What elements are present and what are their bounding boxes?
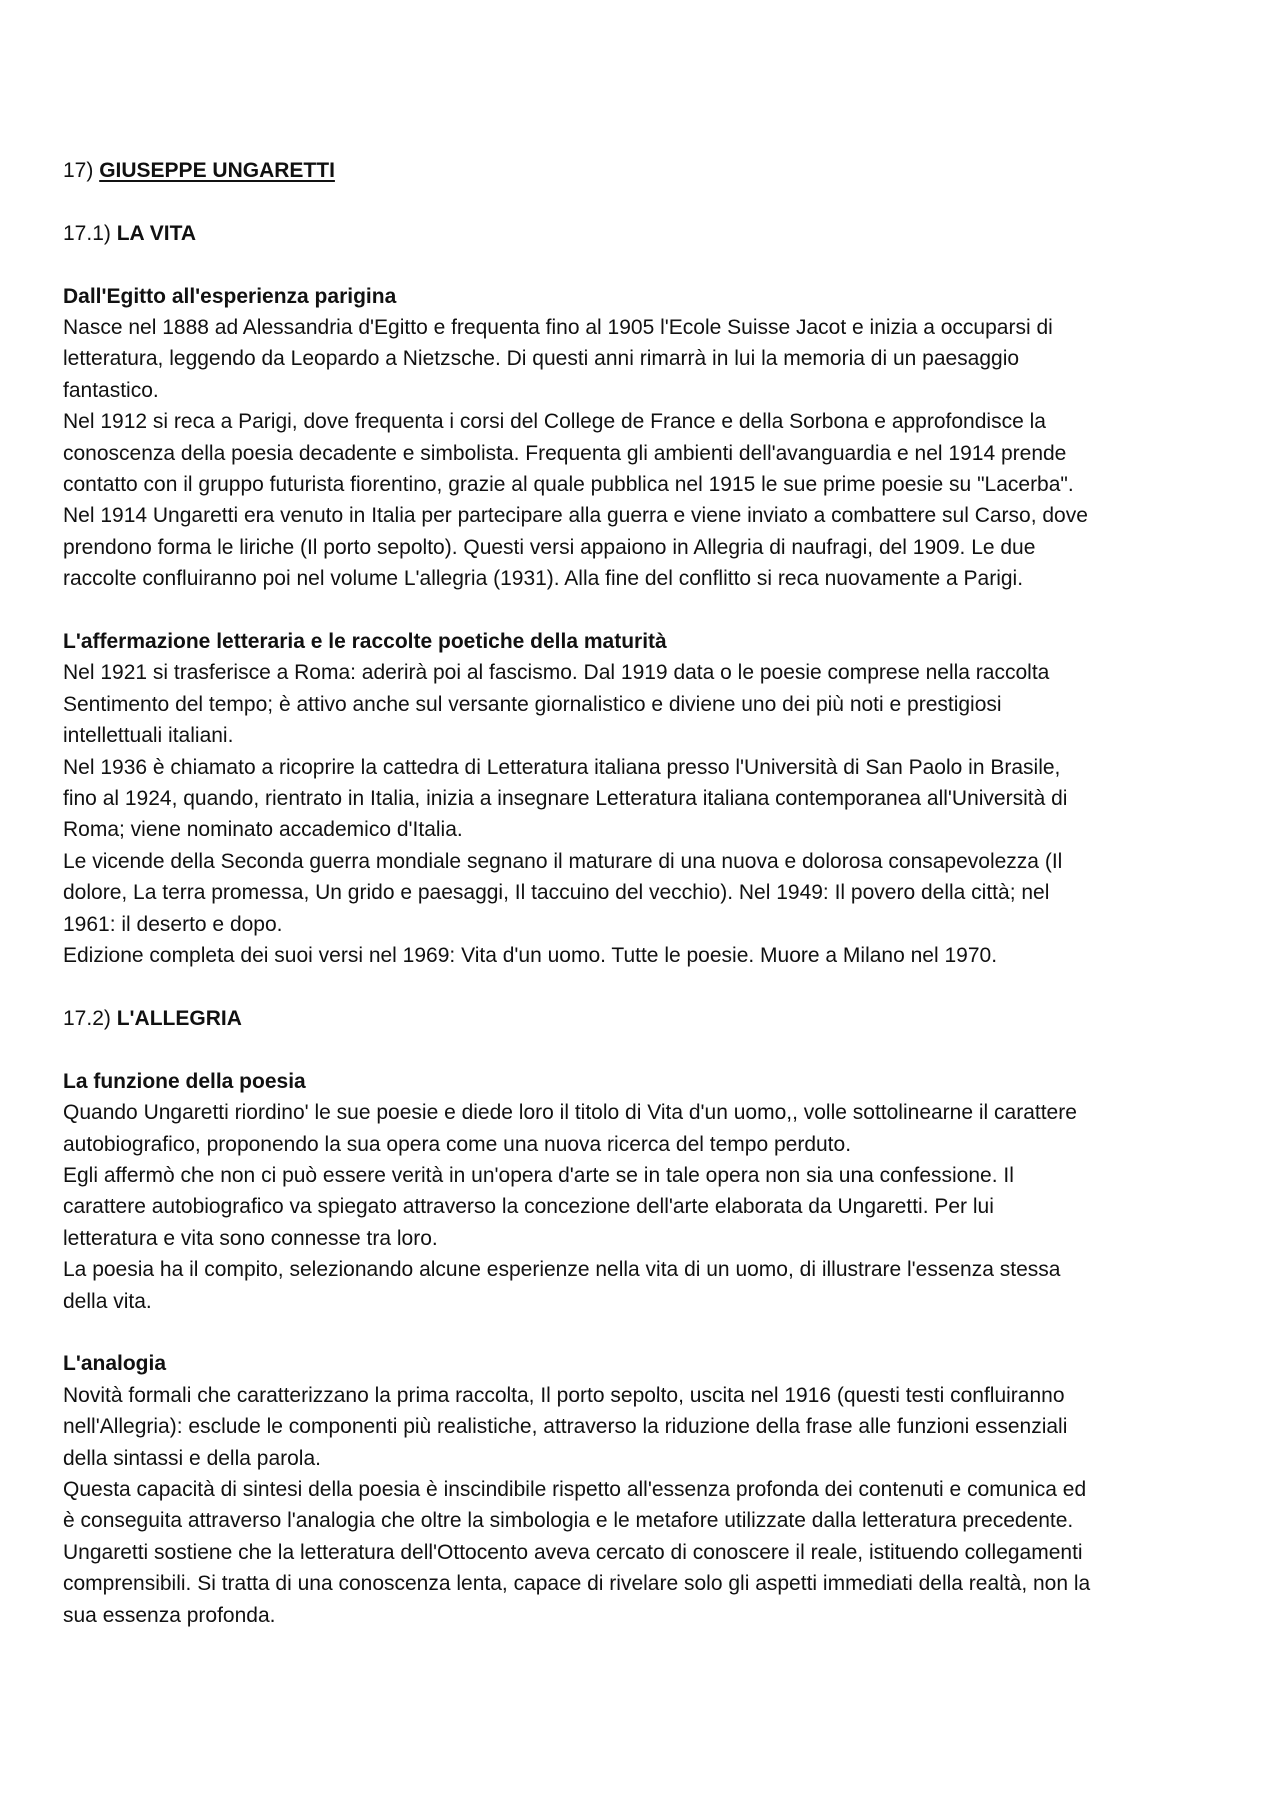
section-heading [63, 218, 1233, 249]
text-line: Roma; viene nominato accademico d'Italia. [63, 818, 463, 842]
paragraph [63, 752, 1233, 846]
paragraph [63, 406, 1233, 500]
text-line: Nel 1912 si reca a Parigi, dove frequenta i corsi del College de France e della Sorbona e approfondisce la [63, 410, 1046, 434]
text-line: letteratura e vita sono connesse tra loro. [63, 1226, 438, 1250]
text-line: 1961: il deserto e dopo. [63, 912, 283, 936]
text-line: fino al 1924, quando, rientrato in Italia, inizia a insegnare Letteratura italiana contemporanea all'Università di [63, 787, 1068, 811]
subsection-heading: L'analogia [63, 1352, 167, 1376]
paragraph [63, 1474, 1233, 1631]
text-line: nell'Allegria): esclude le componenti più realistiche, attraverso la riduzione della frase alle funzioni essenziali [63, 1415, 1068, 1439]
text-line: autobiografico, proponendo la sua opera come una nuova ricerca del tempo perduto. [63, 1132, 852, 1156]
chapter-title: GIUSEPPE UNGARETTI [99, 159, 335, 182]
paragraph [63, 1254, 1233, 1317]
spacer [63, 1034, 1233, 1065]
document-content [63, 186, 1233, 1631]
text-line: intellettuali italiani. [63, 724, 234, 748]
text-line: carattere autobiografico va spiegato attraverso la concezione dell'arte elaborata da Ungaretti. Per lui [63, 1195, 994, 1219]
paragraph [63, 1097, 1233, 1160]
text-line: letteratura, leggendo da Leopardo a Nietzsche. Di questi anni rimarrà in lui la memoria di un paesaggio [63, 347, 1020, 371]
subsection-heading: La funzione della poesia [63, 1069, 306, 1093]
text-line: Nel 1914 Ungaretti era venuto in Italia per partecipare alla guerra e viene inviato a combattere sul Carso, dove [63, 504, 1088, 528]
text-line: Egli affermò che non ci può essere verità in un'opera d'arte se in tale opera non sia una confessione. Il [63, 1163, 1014, 1187]
text-line: Questa capacità di sintesi della poesia è inscindibile rispetto all'essenza profonda dei contenuti e comunica ed [63, 1477, 1087, 1501]
text-line: Ungaretti sostiene che la letteratura dell'Ottocento aveva cercato di conoscere il reale, istituendo collegamenti [63, 1540, 1083, 1564]
spacer [63, 1317, 1233, 1348]
section-heading [63, 1003, 1233, 1034]
text-line: prendono forma le liriche (Il porto sepolto). Questi versi appaiono in Allegria di naufragi, del 1909. Le due [63, 535, 1036, 559]
document-page [63, 155, 1233, 1631]
text-line: Nel 1921 si trasferisce a Roma: aderirà poi al fascismo. Dal 1919 data o le poesie comprese nella raccolta [63, 661, 1050, 685]
paragraph [63, 657, 1233, 751]
text-line: comprensibili. Si tratta di una conoscenza lenta, capace di rivelare solo gli aspetti immediati della realtà, non la [63, 1572, 1091, 1596]
text-line: La poesia ha il compito, selezionando alcune esperienze nella vita di un uomo, di illustrare l'essenza stessa [63, 1258, 1061, 1282]
spacer [63, 972, 1233, 1003]
text-line: della sintassi e della parola. [63, 1446, 321, 1470]
paragraph [63, 940, 1233, 971]
subsection-heading: L'affermazione letteraria e le raccolte poetiche della maturità [63, 630, 667, 654]
spacer [63, 186, 1233, 217]
paragraph [63, 500, 1233, 594]
text-line: dolore, La terra promessa, Un grido e paesaggi, Il taccuino del vecchio). Nel 1949: Il povero della città; nel [63, 881, 1050, 905]
text-line: contatto con il gruppo futurista fiorentino, grazie al quale pubblica nel 1915 le sue prime poesie su "Lacerba". [63, 473, 1074, 497]
text-line: Quando Ungaretti riordino' le sue poesie e diede loro il titolo di Vita d'un uomo,, volle sottolinearne il carattere [63, 1101, 1077, 1125]
text-line: Nasce nel 1888 ad Alessandria d'Egitto e frequenta fino al 1905 l'Ecole Suisse Jacot e inizia a occuparsi di [63, 316, 1053, 339]
text-line: Nel 1936 è chiamato a ricoprire la cattedra di Letteratura italiana presso l'Università di San Paolo in Brasile, [63, 755, 1061, 779]
chapter-heading [63, 155, 1233, 186]
chapter-number: 17) [63, 159, 94, 182]
spacer [63, 595, 1233, 626]
paragraph [63, 1380, 1233, 1474]
text-line: Novità formali che caratterizzano la prima raccolta, Il porto sepolto, uscita nel 1916 (questi testi confluiranno [63, 1383, 1065, 1407]
text-line: Le vicende della Seconda guerra mondiale segnano il maturare di una nuova e dolorosa consapevolezza (Il [63, 849, 1063, 873]
text-line: della vita. [63, 1289, 152, 1313]
section-number: 17.2) [63, 1006, 111, 1030]
paragraph [63, 312, 1233, 406]
text-line: raccolte confluiranno poi nel volume L'allegria (1931). Alla fine del conflitto si reca nuovamente a Parigi. [63, 567, 1024, 591]
subsection-heading: Dall'Egitto all'esperienza parigina [63, 284, 397, 308]
text-line: conoscenza della poesia decadente e simbolista. Frequenta gli ambienti dell'avanguardia e nel 1914 prende [63, 441, 1067, 465]
paragraph [63, 1160, 1233, 1254]
section-title: L'ALLEGRIA [116, 1006, 242, 1030]
text-line: è conseguita attraverso l'analogia che oltre la simbologia e le metafore utilizzate dalla letteratura precedente. [63, 1509, 1074, 1533]
text-line: Sentimento del tempo; è attivo anche sul versante giornalistico e diviene uno dei più noti e prestigiosi [63, 692, 1002, 716]
paragraph [63, 846, 1233, 940]
text-line: fantastico. [63, 378, 159, 402]
section-number: 17.1) [63, 221, 111, 245]
text-line: Edizione completa dei suoi versi nel 1969: Vita d'un uomo. Tutte le poesie. Muore a Milano nel 1970. [63, 944, 998, 968]
section-title: LA VITA [116, 221, 197, 245]
text-line: sua essenza profonda. [63, 1603, 276, 1627]
spacer [63, 249, 1233, 280]
